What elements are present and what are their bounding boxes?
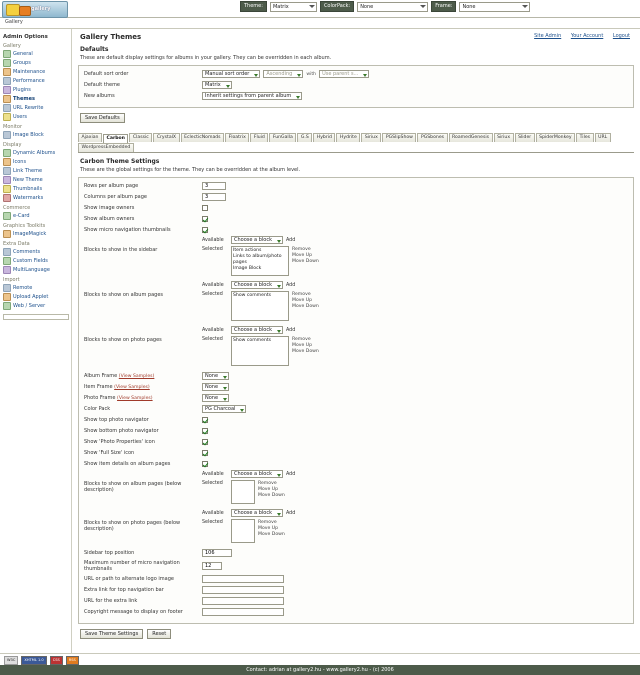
selected-label: Selected <box>202 247 223 252</box>
header-links <box>526 33 630 39</box>
sidebar-blocks-available-select[interactable]: Choose a block <box>231 236 283 244</box>
alt-logo-row <box>84 575 628 583</box>
reset-button[interactable]: Reset <box>147 629 171 639</box>
sidebar-item-label: Icons <box>13 159 27 165</box>
extra-link-url-input[interactable] <box>202 597 284 605</box>
default-sort-order-select[interactable]: Manual sort order <box>202 70 260 78</box>
move-down-button[interactable]: Move Down <box>292 349 319 354</box>
tab-carbon[interactable]: Carbon <box>103 134 128 143</box>
available-label: Available <box>202 472 224 477</box>
columns-per-page-row <box>84 193 628 201</box>
watermark-icon <box>3 194 11 202</box>
album-blocks-add-button[interactable]: Add <box>285 283 296 288</box>
sidebar-item-label: Thumbnails <box>13 186 43 192</box>
sidebar-item-ecard[interactable] <box>3 212 69 220</box>
move-down-button[interactable]: Move Down <box>258 532 285 537</box>
list-item[interactable]: Show comments <box>233 338 272 343</box>
available-label: Available <box>202 511 224 516</box>
sidebar-blocks-add-button[interactable]: Add <box>285 238 296 243</box>
theme-settings-panel <box>78 177 634 624</box>
sidebar-blocks-row <box>84 237 628 278</box>
show-photo-properties-row <box>84 438 628 446</box>
logo-bubble2-icon <box>19 6 31 16</box>
show-photo-properties-label: Show 'Photo Properties' icon <box>84 439 155 445</box>
sidebar-item-label: Custom Fields <box>13 258 48 264</box>
colorpack-select[interactable]: None <box>357 2 428 12</box>
tab-crystalx[interactable]: CrystalX <box>153 133 179 142</box>
columns-per-page-input[interactable] <box>202 193 226 201</box>
logo-bubble-icon <box>6 4 20 16</box>
photo-blocks-below-selected-list[interactable] <box>231 519 255 543</box>
show-top-photo-nav-checkbox[interactable] <box>202 417 208 423</box>
tab-roamedgenesis[interactable]: RoamedGenesis <box>449 133 493 142</box>
photo-frame-text: Photo Frame <box>84 395 116 401</box>
main-content <box>72 29 640 653</box>
tab-pgslipshow[interactable]: PGSlipShow <box>382 133 416 142</box>
wrench-icon <box>3 68 11 76</box>
selected-label: Selected <box>202 520 223 525</box>
theme-select[interactable]: Matrix <box>270 2 317 12</box>
tab-tiles[interactable]: Tiles <box>576 133 593 142</box>
tab-classic[interactable]: Classic <box>129 133 152 142</box>
sidebar-item-label: Comments <box>13 249 41 255</box>
extra-link-input[interactable] <box>202 586 284 594</box>
show-top-photo-nav-row <box>84 416 628 424</box>
sidebar-item-label: New Theme <box>13 177 43 183</box>
tab-fungalla[interactable]: FunGalla <box>269 133 296 142</box>
copyright-row <box>84 608 628 616</box>
sidebar-item-label: Remote <box>13 285 33 291</box>
sidebar-item-label: Link Theme <box>13 168 43 174</box>
sidebar-item-image-block[interactable] <box>3 131 69 139</box>
available-label: Available <box>202 283 224 288</box>
photo-blocks-below-row <box>84 510 628 545</box>
rows-per-page-input[interactable] <box>202 182 226 190</box>
sidebar-group-import: Import <box>3 277 20 283</box>
sidebar-item-dynamic-albums[interactable] <box>3 149 69 157</box>
tab-hybrid[interactable]: Hybrid <box>313 133 335 142</box>
thumbnail-icon <box>3 185 11 193</box>
show-album-owners-label: Show album owners <box>84 216 135 222</box>
sidebar-item-link-theme[interactable] <box>3 167 69 175</box>
frame-label: Frame: <box>431 1 456 12</box>
new-albums-label: New albums <box>84 93 115 99</box>
users-icon <box>3 113 11 121</box>
album-blocks-actions <box>292 291 319 310</box>
sidebar-item-general[interactable] <box>3 50 69 58</box>
remove-button[interactable]: Remove <box>292 337 311 342</box>
sidebar-item-remote[interactable] <box>3 284 69 292</box>
sidebar-blocks-label: Blocks to show in the sidebar <box>84 247 158 253</box>
sidebar-item-thumbnails[interactable] <box>3 185 69 193</box>
theme-settings-heading: Carbon Theme Settings <box>80 158 160 165</box>
show-micro-nav-row <box>84 226 628 234</box>
rows-per-page-row <box>84 182 628 190</box>
photo-frame-label <box>84 395 202 401</box>
copyright-input[interactable] <box>202 608 284 616</box>
photo-blocks-below-available-select[interactable]: Choose a block <box>231 509 283 517</box>
alt-logo-label: URL or path to alternate logo image <box>84 576 174 582</box>
top-bar <box>0 0 640 18</box>
plug-icon <box>3 86 11 94</box>
photo-frame-row <box>84 394 628 402</box>
show-full-size-row <box>84 449 628 457</box>
selected-label: Selected <box>202 337 223 342</box>
sidebar-item-label: Watermarks <box>13 195 44 201</box>
defaults-heading: Defaults <box>80 46 109 53</box>
photo-blocks-below-actions <box>258 519 285 538</box>
sort-secondary-select[interactable]: Use parent s... <box>319 70 369 78</box>
default-theme-label: Default theme <box>84 82 121 88</box>
defaults-description: These are default display settings for albums in your gallery. They can be overridden in each album. <box>80 55 332 61</box>
show-album-owners-row <box>84 215 628 223</box>
link-site-admin[interactable]: Site Admin <box>534 33 562 39</box>
sidebar-group-graphics-toolkits: Graphics Toolkits <box>3 223 46 229</box>
move-up-button[interactable]: Move Up <box>258 526 279 531</box>
sidebar-item-label: e-Card <box>13 213 30 219</box>
sidebar-item-label: Plugins <box>13 87 31 93</box>
show-full-size-label: Show 'Full Size' icon <box>84 450 135 456</box>
photo-blocks-below-label: Blocks to show on photo pages (below description) <box>84 520 181 532</box>
footer-badges <box>0 654 640 665</box>
theme-settings-actions <box>80 629 634 639</box>
sidebar-item-label: Web / Server <box>13 303 46 309</box>
show-album-owners-checkbox[interactable] <box>202 216 208 222</box>
sidebar-group-extra-data: Extra Data <box>3 241 30 247</box>
save-defaults-button[interactable]: Save Defaults <box>80 113 125 123</box>
field-icon <box>3 257 11 265</box>
theme-label: Theme: <box>240 1 267 12</box>
item-frame-label <box>84 384 202 390</box>
sidebar-item-groups[interactable] <box>3 59 69 67</box>
theme-tabs <box>78 133 634 153</box>
link-logout[interactable]: Logout <box>612 33 630 39</box>
album-frame-label <box>84 373 202 379</box>
sidebar-item-performance[interactable] <box>3 77 69 85</box>
gauge-icon <box>3 77 11 85</box>
move-up-button[interactable]: Move Up <box>258 487 279 492</box>
frame-select[interactable]: None <box>459 2 530 12</box>
sidebar-item-comments[interactable] <box>3 248 69 256</box>
album-frame-select[interactable]: None <box>202 372 229 380</box>
album-blocks-below-label: Blocks to show on album pages (below description) <box>84 481 182 493</box>
selected-label: Selected <box>202 292 223 297</box>
tab-siriux-2[interactable]: Siriux <box>494 133 514 142</box>
sidebar-item-url-rewrite[interactable] <box>3 104 69 112</box>
theme-toolbar <box>240 1 530 12</box>
album-blocks-below-actions <box>258 480 285 499</box>
gear-icon <box>3 50 11 58</box>
remove-button[interactable]: Remove <box>292 247 311 252</box>
album-blocks-available-select[interactable]: Choose a block <box>231 281 283 289</box>
sidebar-item-upload-applet[interactable] <box>3 293 69 301</box>
sidebar-blocks-selected-list[interactable] <box>231 246 289 276</box>
photo-blocks-label: Blocks to show on photo pages <box>84 337 162 343</box>
theme-icon <box>3 95 11 103</box>
default-sort-order-label: Default sort order <box>84 71 129 77</box>
extra-link-row <box>84 586 628 594</box>
extra-link-label: Extra link for top navigation bar <box>84 587 164 593</box>
with-label: with <box>306 71 317 77</box>
color-pack-row <box>84 405 628 413</box>
show-image-owners-row <box>84 204 628 212</box>
show-micro-nav-label: Show micro navigation thumbnails <box>84 227 171 233</box>
sidebar-top-position-row <box>84 549 628 557</box>
tab-pgsbones[interactable]: PGSbones <box>417 133 447 142</box>
tab-wordpressembedded[interactable]: WordpressEmbedded <box>78 143 134 152</box>
list-item[interactable]: Item actions <box>233 248 262 253</box>
photo-blocks-available-select[interactable]: Choose a block <box>231 326 283 334</box>
item-frame-row <box>84 383 628 391</box>
defaults-panel <box>78 65 634 108</box>
sidebar-item-label: Maintenance <box>13 69 46 75</box>
language-icon <box>3 266 11 274</box>
sidebar-blocks-actions <box>292 246 319 265</box>
remove-button[interactable]: Remove <box>258 520 277 525</box>
footer-text: Contact: adrian at gallery2.hu - www.gallery2.hu - (c) 2006 <box>0 665 640 675</box>
sidebar-item-label: Dynamic Albums <box>13 150 56 156</box>
photo-blocks-add-button[interactable]: Add <box>285 328 296 333</box>
sidebar-group-display: Display <box>3 142 22 148</box>
sidebar-item-label: Groups <box>13 60 31 66</box>
show-photo-properties-checkbox[interactable] <box>202 439 208 445</box>
sidebar-item-multilanguage[interactable] <box>3 266 69 274</box>
logo-text: gallery <box>31 6 51 12</box>
sidebar-item-label: General <box>13 51 33 57</box>
extra-link-url-label: URL for the extra link <box>84 598 138 604</box>
sidebar-top-position-label: Sidebar top position <box>84 550 135 556</box>
comment-icon <box>3 248 11 256</box>
sidebar-item-web-server[interactable] <box>3 302 69 310</box>
album-blocks-below-add-button[interactable]: Add <box>285 472 296 477</box>
sidebar-item-label: Themes <box>13 96 35 102</box>
show-item-details-label: Show item details on album pages <box>84 461 171 467</box>
sidebar-item-custom-fields[interactable] <box>3 257 69 265</box>
sidebar-group-commerce: Commerce <box>3 205 31 211</box>
list-item[interactable]: Links to album/photo pages <box>233 254 282 265</box>
image-icon <box>3 131 11 139</box>
album-blocks-below-row <box>84 471 628 506</box>
show-item-details-checkbox[interactable] <box>202 461 208 467</box>
show-top-photo-nav-label: Show top photo navigator <box>84 417 149 423</box>
columns-per-page-label: Columns per album page <box>84 194 147 200</box>
default-theme-row <box>84 81 628 89</box>
list-item[interactable]: Image Block <box>233 266 262 271</box>
sidebar-item-maintenance[interactable] <box>3 68 69 76</box>
show-micro-nav-checkbox[interactable] <box>202 227 208 233</box>
link-your-account[interactable]: Your Account <box>570 33 604 39</box>
tab-url[interactable]: URL <box>595 133 611 142</box>
groups-icon <box>3 59 11 67</box>
tab-gs[interactable]: G.S <box>297 133 312 142</box>
sidebar-item-label: Users <box>13 114 28 120</box>
footer <box>0 653 640 675</box>
max-micro-thumbs-label: Maximum number of micro navigation thumbnails <box>84 560 180 572</box>
album-blocks-selected-list[interactable] <box>231 291 289 321</box>
sidebar-item-label: MultiLanguage <box>13 267 50 273</box>
alt-logo-input[interactable] <box>202 575 284 583</box>
card-icon <box>3 212 11 220</box>
default-theme-select[interactable]: Matrix <box>202 81 232 89</box>
sidebar-top-position-input[interactable] <box>202 549 232 557</box>
gallery-logo <box>2 1 68 18</box>
photo-blocks-row <box>84 327 628 368</box>
album-blocks-below-selected-list[interactable] <box>231 480 255 504</box>
link-icon <box>3 104 11 112</box>
colorpack-label: ColorPack: <box>320 1 354 12</box>
item-frame-samples-link[interactable]: (View Samples) <box>114 385 150 390</box>
sidebar-item-label: Performance <box>13 78 45 84</box>
rss-badge[interactable]: RSS <box>66 656 79 665</box>
extra-link-url-row <box>84 597 628 605</box>
save-theme-settings-button[interactable]: Save Theme Settings <box>80 629 143 639</box>
sidebar-item-label: ImageMagick <box>13 231 47 237</box>
album-frame-text: Album Frame <box>84 373 118 379</box>
w3c-badge[interactable]: W3C <box>4 656 18 665</box>
upload-icon <box>3 293 11 301</box>
photo-blocks-actions <box>292 336 319 355</box>
show-image-owners-checkbox[interactable] <box>202 205 208 211</box>
item-frame-select[interactable]: None <box>202 383 229 391</box>
tab-hydrite[interactable]: Hydrite <box>336 133 360 142</box>
remove-button[interactable]: Remove <box>258 481 277 486</box>
show-bottom-photo-nav-row <box>84 427 628 435</box>
magick-icon <box>3 230 11 238</box>
sidebar-group-gallery: Gallery <box>3 43 21 49</box>
new-albums-select[interactable]: Inherit settings from parent album <box>202 92 302 100</box>
album-blocks-row <box>84 282 628 323</box>
photo-frame-samples-link[interactable]: (View Samples) <box>117 396 153 401</box>
sidebar <box>0 29 72 653</box>
move-down-button[interactable]: Move Down <box>292 304 319 309</box>
move-down-button[interactable]: Move Down <box>258 493 285 498</box>
page-body <box>0 29 640 653</box>
breadcrumb-bar <box>0 18 640 29</box>
photo-blocks-below-add-button[interactable]: Add <box>285 511 296 516</box>
sidebar-item-new-theme[interactable] <box>3 176 69 184</box>
web-icon <box>3 302 11 310</box>
remove-button[interactable]: Remove <box>292 292 311 297</box>
sidebar-group-monitor: Monitor <box>3 124 23 130</box>
tab-eclecticnomads[interactable]: EclecticNomads <box>181 133 225 142</box>
tab-slider[interactable]: Slider <box>515 133 535 142</box>
max-micro-thumbs-row <box>84 560 628 572</box>
color-pack-select[interactable]: PG Charcoal <box>202 405 246 413</box>
sidebar-item-plugins[interactable] <box>3 86 69 94</box>
sidebar-spacer-box <box>3 314 69 320</box>
list-item[interactable]: Show comments <box>233 293 272 298</box>
tab-floatrix[interactable]: Floatrix <box>225 133 249 142</box>
photo-blocks-selected-list[interactable] <box>231 336 289 366</box>
show-image-owners-label: Show image owners <box>84 205 135 211</box>
sidebar-item-themes[interactable] <box>3 95 69 103</box>
link-icon <box>3 167 11 175</box>
tab-siriux-1[interactable]: Siriux <box>361 133 381 142</box>
sidebar-item-icons[interactable] <box>3 158 69 166</box>
show-bottom-photo-nav-label: Show bottom photo navigator <box>84 428 159 434</box>
item-frame-text: Item Frame <box>84 384 113 390</box>
sidebar-item-users[interactable] <box>3 113 69 121</box>
album-frame-samples-link[interactable]: (View Samples) <box>118 374 155 379</box>
theme-settings-description: These are the global settings for the theme. They can be overridden at the album level. <box>80 167 301 173</box>
move-up-button[interactable]: Move Up <box>292 253 313 258</box>
copyright-label: Copyright message to display on footer <box>84 609 183 615</box>
sort-direction-select[interactable]: Ascending <box>263 70 303 78</box>
page-title: Gallery Themes <box>80 33 142 41</box>
sidebar-item-label: URL Rewrite <box>13 105 44 111</box>
move-up-button[interactable]: Move Up <box>292 343 313 348</box>
selected-label: Selected <box>202 481 223 486</box>
album-icon <box>3 149 11 157</box>
show-bottom-photo-nav-checkbox[interactable] <box>202 428 208 434</box>
remote-icon <box>3 284 11 292</box>
available-label: Available <box>202 328 224 333</box>
show-full-size-checkbox[interactable] <box>202 450 208 456</box>
move-down-button[interactable]: Move Down <box>292 259 319 264</box>
move-up-button[interactable]: Move Up <box>292 298 313 303</box>
css-badge[interactable]: CSS <box>50 656 63 665</box>
xhtml-badge[interactable]: XHTML 1.0 <box>21 656 46 665</box>
rows-per-page-label: Rows per album page <box>84 183 139 189</box>
new-icon <box>3 176 11 184</box>
color-pack-label: Color Pack <box>84 406 111 412</box>
album-frame-row <box>84 372 628 380</box>
sidebar-item-label: Upload Applet <box>13 294 49 300</box>
sidebar-item-watermarks[interactable] <box>3 194 69 202</box>
photo-frame-select[interactable]: None <box>202 394 229 402</box>
sidebar-item-label: Image Block <box>13 132 44 138</box>
tab-spidermonkey[interactable]: SpiderMonkey <box>536 133 575 142</box>
default-sort-order-row <box>84 70 628 78</box>
new-albums-row <box>84 92 628 100</box>
sidebar-item-imagemagick[interactable] <box>3 230 69 238</box>
album-blocks-below-available-select[interactable]: Choose a block <box>231 470 283 478</box>
breadcrumb[interactable]: Gallery <box>5 19 23 25</box>
icons-icon <box>3 158 11 166</box>
tab-ajaxian[interactable]: Ajaxian <box>78 133 102 142</box>
available-label: Available <box>202 238 224 243</box>
tab-fluid[interactable]: Fluid <box>250 133 268 142</box>
max-micro-thumbs-input[interactable] <box>202 562 222 570</box>
sidebar-title: Admin Options <box>3 34 48 40</box>
show-item-details-row <box>84 460 628 468</box>
album-blocks-label: Blocks to show on album pages <box>84 292 164 298</box>
